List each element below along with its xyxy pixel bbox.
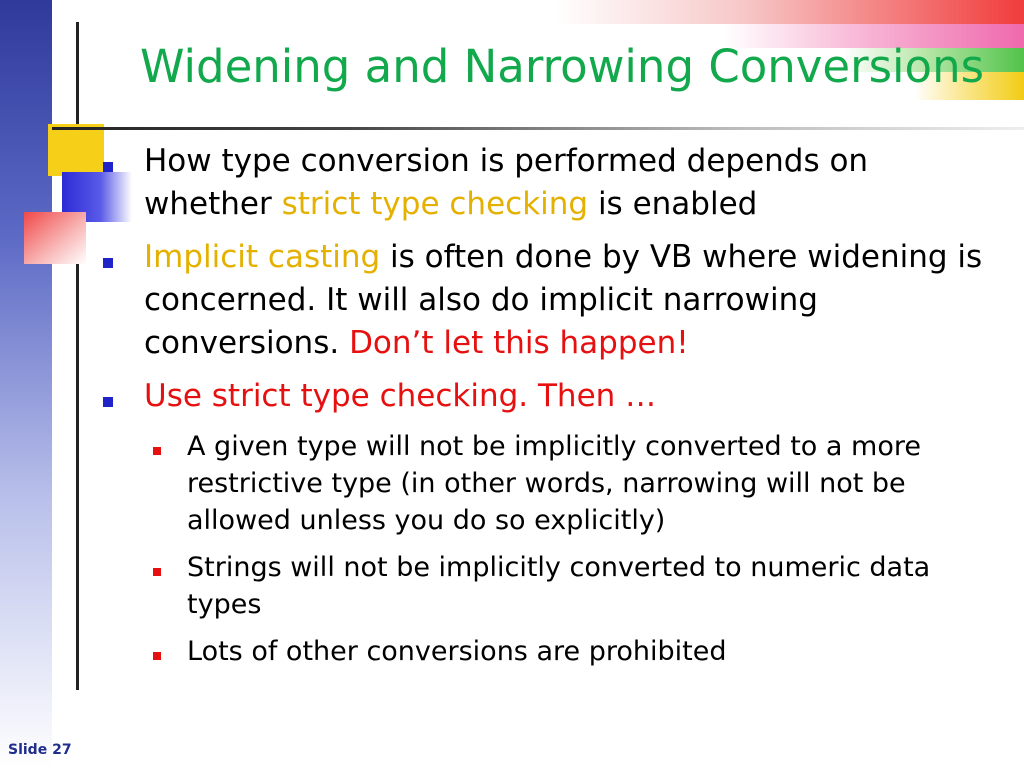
vertical-rule: [76, 22, 79, 690]
deco-square-yellow: [48, 124, 104, 176]
square-bullet-icon: [103, 162, 113, 172]
sub-bullet-item: [153, 428, 983, 539]
sub-bullet-text: Lots of other conversions are prohibited: [187, 636, 727, 667]
slide-number: Slide 27: [8, 742, 72, 758]
slide-title: Widening and Narrowing Conversions: [140, 40, 985, 93]
sub-bullet-text: Strings will not be implicitly converted to numeric data types: [187, 552, 931, 620]
bullet-item: [103, 375, 983, 418]
sub-bullet-item: [153, 549, 983, 623]
stripe-red: [554, 0, 1024, 24]
highlight-text: Implicit casting: [144, 239, 381, 275]
square-bullet-icon: [153, 447, 161, 455]
bullet-text: How type conversion is performed depends on whether: [144, 143, 869, 222]
left-gradient-strip: [0, 0, 52, 768]
bullet-text: is often done by VB where widening is concerned. It will also do implicit narrowing conversions.: [144, 239, 983, 361]
bullet-text: is enabled: [588, 186, 758, 222]
deco-square-red: [24, 212, 86, 264]
warning-text: Use strict type checking. Then …: [144, 378, 657, 414]
highlight-text: strict type checking: [281, 186, 589, 222]
sub-bullet-text: A given type will not be implicitly converted to a more restrictive type (in other words, narrowing will not be allowed unless you do so explicitly): [187, 431, 921, 536]
bullet-item: [103, 140, 983, 226]
horizontal-rule: [52, 127, 1024, 130]
square-bullet-icon: [103, 258, 113, 268]
bullet-item: [103, 236, 983, 365]
slide-content: [103, 140, 983, 680]
square-bullet-icon: [153, 568, 161, 576]
square-bullet-icon: [103, 397, 113, 407]
sub-bullet-item: [153, 633, 983, 670]
warning-text: Don’t let this happen!: [349, 325, 689, 361]
square-bullet-icon: [153, 652, 161, 660]
